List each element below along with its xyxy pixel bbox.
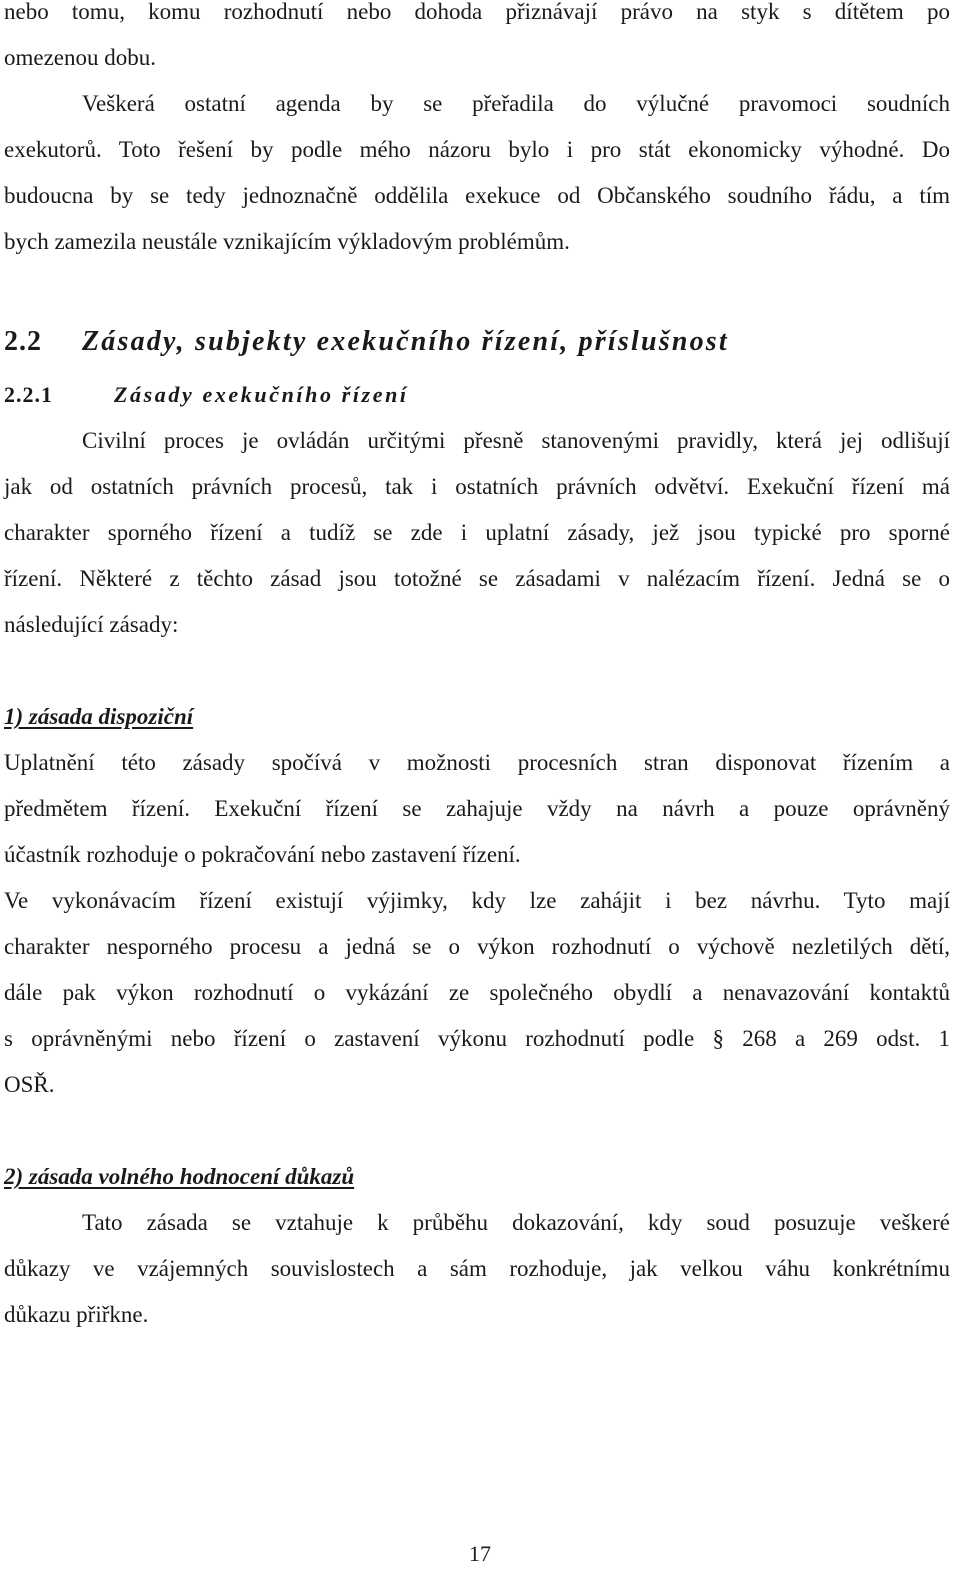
paragraph-line: předmětem řízení. Exekuční řízení se zahajuje vždy na návrh a pouze oprávněný [4, 796, 950, 821]
paragraph-line: charakter sporného řízení a tudíž se zde i uplatní zásady, jež jsou typické pro sporné [4, 520, 950, 545]
paragraph-line: Civilní proces je ovládán určitými přesně stanovenými pravidly, která jej odlišují [82, 428, 950, 453]
principle-heading: 2) zásada volného hodnocení důkazů [4, 1164, 355, 1189]
paragraph-line: Uplatnění této zásady spočívá v možnosti procesních stran disponovat řízením a [4, 750, 950, 775]
subsection-heading [4, 382, 409, 408]
paragraph-line: jak od ostatních právních procesů, tak i ostatních právních odvětví. Exekuční řízení má [4, 474, 950, 499]
paragraph-line: dále pak výkon rozhodnutí o vykázání ze společného obydlí a nenavazování kontaktů [4, 980, 950, 1005]
paragraph-line: Veškerá ostatní agenda by se přeřadila do výlučné pravomoci soudních [82, 91, 950, 116]
subsection-number: 2.2.1 [4, 382, 53, 407]
paragraph-line: bych zamezila neustále vznikajícím výkladovým problémům. [4, 229, 570, 254]
principle-heading: 1) zásada dispoziční [4, 704, 194, 729]
paragraph-line: Ve vykonávacím řízení existují výjimky, kdy lze zahájit i bez návrhu. Tyto mají [4, 888, 950, 913]
paragraph-line: následující zásady: [4, 612, 179, 637]
paragraph-line: omezenou dobu. [4, 45, 157, 70]
paragraph-line: důkazy ve vzájemných souvislostech a sám rozhoduje, jak velkou váhu konkrétnímu [4, 1256, 950, 1281]
paragraph-line: exekutorů. Toto řešení by podle mého názoru bylo i pro stát ekonomicky výhodné. Do [4, 137, 950, 162]
section-title: Zásady, subjekty exekučního řízení, příslušnost [82, 326, 729, 357]
paragraph-line: nebo tomu, komu rozhodnutí nebo dohoda přiznávají právo na styk s dítětem po [4, 0, 950, 24]
paragraph-line: účastník rozhoduje o pokračování nebo zastavení řízení. [4, 842, 521, 867]
paragraph-line: budoucna by se tedy jednoznačně oddělila exekuce od Občanského soudního řádu, a tím [4, 183, 950, 208]
paragraph-line: s oprávněnými nebo řízení o zastavení výkonu rozhodnutí podle § 268 a 269 odst. 1 [4, 1026, 950, 1051]
paragraph-line: OSŘ. [4, 1072, 55, 1097]
section-number: 2.2 [4, 326, 42, 357]
section-heading [4, 326, 729, 358]
page-number: 17 [469, 1541, 491, 1566]
paragraph-line: charakter nesporného procesu a jedná se o výkon rozhodnutí o výchově nezletilých dětí, [4, 934, 950, 959]
paragraph-line: důkazu přiřkne. [4, 1302, 149, 1327]
paragraph-line: Tato zásada se vztahuje k průběhu dokazování, kdy soud posuzuje veškeré [82, 1210, 950, 1235]
subsection-title: Zásady exekučního řízení [114, 382, 409, 407]
paragraph-line: řízení. Některé z těchto zásad jsou totožné se zásadami v nalézacím řízení. Jedná se o [4, 566, 950, 591]
